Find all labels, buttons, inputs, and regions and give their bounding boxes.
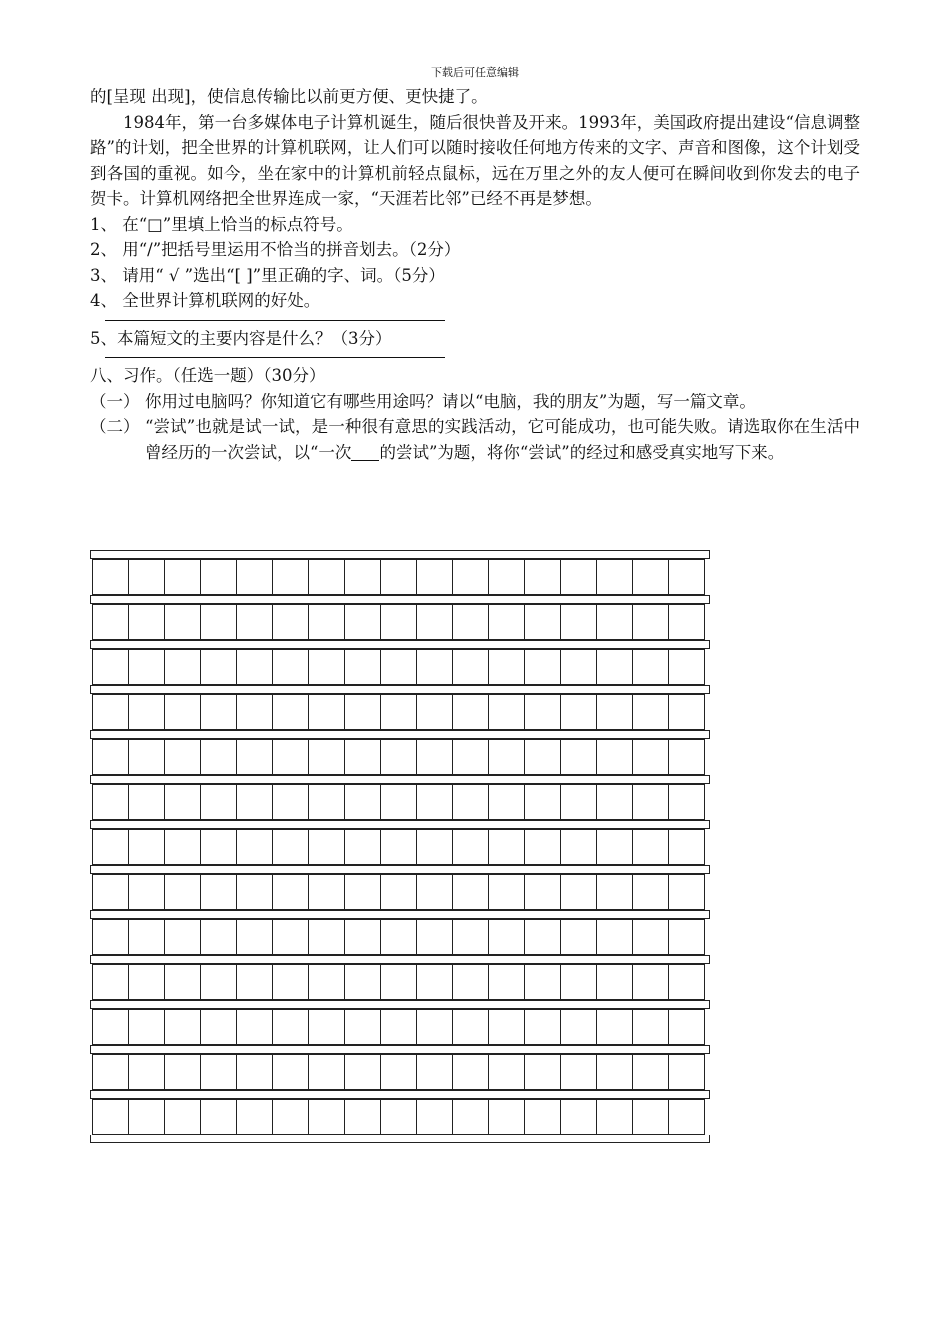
grid-cell[interactable] (164, 604, 201, 640)
grid-cell[interactable] (164, 694, 201, 730)
grid-cell[interactable] (308, 919, 345, 955)
grid-cell[interactable] (380, 694, 417, 730)
grid-cell[interactable] (632, 784, 669, 820)
grid-cell[interactable] (452, 964, 489, 1000)
grid-cell[interactable] (488, 1009, 525, 1045)
grid-cell[interactable] (668, 559, 705, 595)
grid-cell[interactable] (416, 649, 453, 685)
grid-cell[interactable] (380, 829, 417, 865)
grid-cell[interactable] (380, 964, 417, 1000)
grid-row-separator (90, 595, 710, 604)
grid-cell[interactable] (596, 829, 633, 865)
grid-cell[interactable] (380, 784, 417, 820)
passage-line-continued: 的[呈现 出现]，使信息传输比以前更方便、更快捷了。 (90, 87, 488, 106)
grid-cell[interactable] (344, 559, 381, 595)
grid-cell[interactable] (344, 694, 381, 730)
grid-cell[interactable] (668, 604, 705, 640)
grid-cell[interactable] (596, 649, 633, 685)
grid-cell[interactable] (272, 739, 309, 775)
grid-cell[interactable] (668, 919, 705, 955)
grid-cell[interactable] (380, 1054, 417, 1090)
grid-cell[interactable] (632, 1099, 669, 1135)
grid-cell[interactable] (128, 694, 165, 730)
grid-cell[interactable] (596, 874, 633, 910)
grid-cell[interactable] (308, 559, 345, 595)
grid-cell[interactable] (452, 784, 489, 820)
grid-cell[interactable] (164, 649, 201, 685)
grid-cell[interactable] (92, 559, 129, 595)
grid-cell[interactable] (560, 694, 597, 730)
grid-cell[interactable] (92, 919, 129, 955)
grid-row (90, 820, 710, 865)
grid-cell[interactable] (344, 784, 381, 820)
grid-row-separator (90, 820, 710, 829)
grid-cell[interactable] (236, 1099, 273, 1135)
grid-cell[interactable] (524, 874, 561, 910)
grid-cell[interactable] (344, 1009, 381, 1045)
grid-cell[interactable] (452, 829, 489, 865)
grid-cell[interactable] (164, 559, 201, 595)
grid-cell[interactable] (344, 604, 381, 640)
title-blank[interactable] (351, 443, 379, 461)
grid-cell[interactable] (92, 694, 129, 730)
grid-cell[interactable] (200, 1054, 237, 1090)
grid-cell[interactable] (200, 1009, 237, 1045)
grid-cell[interactable] (632, 874, 669, 910)
grid-cell[interactable] (236, 1054, 273, 1090)
option-2-text-a: “尝试”也就是试一试，是一种很有意思的实践活动，它可能成功，也可能失败。请选取你在生活中曾经历的一次尝试，以“一次 (145, 417, 860, 462)
grid-cell[interactable] (560, 1009, 597, 1045)
grid-cell[interactable] (524, 919, 561, 955)
grid-cell[interactable] (164, 1009, 201, 1045)
grid-cell[interactable] (416, 964, 453, 1000)
grid-cell[interactable] (488, 784, 525, 820)
grid-row (90, 865, 710, 910)
grid-cell[interactable] (200, 964, 237, 1000)
grid-cell[interactable] (380, 604, 417, 640)
grid-cell[interactable] (668, 739, 705, 775)
grid-cell[interactable] (560, 784, 597, 820)
grid-cell[interactable] (200, 1099, 237, 1135)
grid-cell[interactable] (92, 604, 129, 640)
grid-cell[interactable] (416, 739, 453, 775)
grid-cell[interactable] (236, 604, 273, 640)
grid-cell[interactable] (272, 919, 309, 955)
grid-cell[interactable] (236, 649, 273, 685)
grid-cell[interactable] (416, 874, 453, 910)
grid-cell[interactable] (524, 739, 561, 775)
grid-cell[interactable] (560, 1054, 597, 1090)
grid-cell[interactable] (596, 604, 633, 640)
grid-cell[interactable] (308, 829, 345, 865)
grid-cell[interactable] (308, 739, 345, 775)
grid-cell[interactable] (344, 964, 381, 1000)
grid-cell[interactable] (632, 919, 669, 955)
grid-cell[interactable] (488, 1054, 525, 1090)
grid-cell[interactable] (164, 784, 201, 820)
grid-cell[interactable] (524, 1054, 561, 1090)
grid-cell[interactable] (200, 649, 237, 685)
grid-cell[interactable] (416, 919, 453, 955)
grid-cell[interactable] (272, 1009, 309, 1045)
grid-cell[interactable] (92, 829, 129, 865)
grid-cell[interactable] (344, 1054, 381, 1090)
grid-cell[interactable] (596, 1009, 633, 1045)
grid-cell[interactable] (128, 739, 165, 775)
grid-row (90, 730, 710, 775)
grid-cell[interactable] (164, 964, 201, 1000)
grid-cell[interactable] (200, 559, 237, 595)
grid-row (90, 955, 710, 1000)
question-1: 1、 在“□”里填上恰当的标点符号。 (90, 214, 353, 234)
grid-cell[interactable] (128, 649, 165, 685)
grid-cell[interactable] (632, 559, 669, 595)
grid-cell[interactable] (236, 874, 273, 910)
question-5: 5、本篇短文的主要内容是什么？（3分） (90, 328, 392, 348)
question-3: 3、 请用“ √ ”选出“[ ]”里正确的字、词。（5分） (90, 265, 445, 285)
grid-cell[interactable] (524, 1009, 561, 1045)
grid-cell[interactable] (524, 649, 561, 685)
grid-cell[interactable] (632, 694, 669, 730)
grid-cell[interactable] (560, 919, 597, 955)
grid-cell[interactable] (560, 739, 597, 775)
grid-cell[interactable] (668, 694, 705, 730)
grid-row-separator (90, 685, 710, 694)
grid-cell[interactable] (200, 829, 237, 865)
grid-cell[interactable] (560, 559, 597, 595)
grid-cell[interactable] (488, 604, 525, 640)
grid-cell[interactable] (164, 1099, 201, 1135)
grid-cell[interactable] (308, 649, 345, 685)
grid-cell[interactable] (524, 1099, 561, 1135)
grid-row (90, 550, 710, 595)
grid-cell[interactable] (344, 649, 381, 685)
grid-row (90, 595, 710, 640)
grid-cell[interactable] (416, 694, 453, 730)
grid-cell[interactable] (128, 559, 165, 595)
grid-row-separator (90, 775, 710, 784)
grid-cell[interactable] (560, 874, 597, 910)
grid-cell[interactable] (560, 604, 597, 640)
grid-cell[interactable] (380, 1099, 417, 1135)
grid-cell[interactable] (308, 784, 345, 820)
grid-cell[interactable] (308, 874, 345, 910)
grid-cell[interactable] (344, 919, 381, 955)
grid-row (90, 1090, 710, 1135)
writing-grid (90, 550, 710, 1143)
grid-cell[interactable] (488, 829, 525, 865)
grid-cell[interactable] (344, 874, 381, 910)
grid-cell[interactable] (524, 784, 561, 820)
grid-cell[interactable] (200, 739, 237, 775)
grid-cell[interactable] (308, 1099, 345, 1135)
grid-row-separator (90, 865, 710, 874)
grid-row-separator (90, 1000, 710, 1009)
grid-cell[interactable] (272, 1099, 309, 1135)
grid-cell[interactable] (452, 1099, 489, 1135)
grid-cell[interactable] (632, 739, 669, 775)
grid-cell[interactable] (344, 1099, 381, 1135)
grid-cell[interactable] (92, 784, 129, 820)
grid-cell[interactable] (272, 649, 309, 685)
grid-cell[interactable] (668, 874, 705, 910)
grid-cell[interactable] (596, 1099, 633, 1135)
grid-cell[interactable] (452, 1009, 489, 1045)
grid-cell[interactable] (452, 604, 489, 640)
grid-cell[interactable] (236, 694, 273, 730)
grid-cell[interactable] (488, 694, 525, 730)
grid-cell[interactable] (632, 1009, 669, 1045)
grid-cell[interactable] (488, 919, 525, 955)
grid-cell[interactable] (92, 964, 129, 1000)
grid-cell[interactable] (596, 784, 633, 820)
grid-row (90, 1000, 710, 1045)
grid-cell[interactable] (92, 1099, 129, 1135)
grid-cell[interactable] (128, 964, 165, 1000)
grid-cell[interactable] (380, 649, 417, 685)
grid-cell[interactable] (128, 604, 165, 640)
grid-cell[interactable] (272, 559, 309, 595)
grid-cell[interactable] (344, 739, 381, 775)
grid-cell[interactable] (272, 874, 309, 910)
grid-row-separator (90, 1045, 710, 1054)
grid-row-separator (90, 1090, 710, 1099)
grid-cell[interactable] (560, 649, 597, 685)
grid-row-separator (90, 910, 710, 919)
grid-cell[interactable] (632, 649, 669, 685)
grid-cell[interactable] (164, 1054, 201, 1090)
grid-cell[interactable] (380, 739, 417, 775)
grid-cell[interactable] (380, 1009, 417, 1045)
grid-cell[interactable] (272, 784, 309, 820)
grid-row-separator (90, 550, 710, 559)
grid-cell[interactable] (308, 1054, 345, 1090)
grid-cell[interactable] (668, 1009, 705, 1045)
grid-cell[interactable] (596, 559, 633, 595)
grid-row (90, 685, 710, 730)
grid-cell[interactable] (668, 649, 705, 685)
grid-cell[interactable] (236, 739, 273, 775)
grid-row (90, 910, 710, 955)
grid-cell[interactable] (272, 964, 309, 1000)
writing-option-1 (90, 389, 860, 415)
grid-cell[interactable] (236, 919, 273, 955)
grid-cell[interactable] (524, 559, 561, 595)
grid-cell[interactable] (632, 1054, 669, 1090)
grid-cell[interactable] (668, 829, 705, 865)
grid-row (90, 640, 710, 685)
grid-cell[interactable] (668, 964, 705, 1000)
grid-cell[interactable] (308, 604, 345, 640)
grid-cell[interactable] (164, 829, 201, 865)
grid-cell[interactable] (524, 829, 561, 865)
grid-cell[interactable] (416, 604, 453, 640)
grid-cell[interactable] (452, 739, 489, 775)
grid-cell[interactable] (668, 1054, 705, 1090)
grid-cell[interactable] (596, 694, 633, 730)
grid-cell[interactable] (488, 874, 525, 910)
writing-option-2 (90, 414, 860, 465)
grid-row-separator (90, 640, 710, 649)
grid-cell[interactable] (632, 604, 669, 640)
grid-cell[interactable] (128, 1054, 165, 1090)
grid-cell[interactable] (416, 1009, 453, 1045)
grid-cell[interactable] (488, 649, 525, 685)
grid-cell[interactable] (452, 559, 489, 595)
grid-cell[interactable] (488, 1099, 525, 1135)
grid-cell[interactable] (452, 874, 489, 910)
grid-cell[interactable] (200, 784, 237, 820)
grid-cell[interactable] (560, 1099, 597, 1135)
grid-cell[interactable] (452, 649, 489, 685)
grid-cell[interactable] (92, 1054, 129, 1090)
grid-cell[interactable] (236, 784, 273, 820)
grid-cell[interactable] (128, 1009, 165, 1045)
grid-cell[interactable] (632, 964, 669, 1000)
grid-cell[interactable] (128, 1099, 165, 1135)
grid-row-separator (90, 730, 710, 739)
grid-cell[interactable] (452, 1054, 489, 1090)
grid-cell[interactable] (488, 739, 525, 775)
grid-cell[interactable] (92, 874, 129, 910)
grid-cell[interactable] (272, 694, 309, 730)
grid-cell[interactable] (380, 919, 417, 955)
grid-cell[interactable] (200, 604, 237, 640)
grid-cell[interactable] (524, 964, 561, 1000)
grid-cell[interactable] (668, 784, 705, 820)
grid-cell[interactable] (524, 604, 561, 640)
header-note: 下载后可任意编辑 (431, 66, 519, 79)
grid-cell[interactable] (596, 919, 633, 955)
grid-cell[interactable] (128, 829, 165, 865)
grid-cell[interactable] (308, 964, 345, 1000)
grid-cell[interactable] (272, 604, 309, 640)
grid-cell[interactable] (128, 919, 165, 955)
grid-cell[interactable] (668, 1099, 705, 1135)
grid-cell[interactable] (200, 874, 237, 910)
section-8-title: 八、习作。（任选一题）（30分） (90, 366, 326, 385)
grid-cell[interactable] (92, 649, 129, 685)
grid-row (90, 775, 710, 820)
grid-cell[interactable] (596, 964, 633, 1000)
exam-content (90, 84, 860, 465)
grid-cell[interactable] (164, 874, 201, 910)
grid-bottom-band (90, 1135, 710, 1143)
grid-cell[interactable] (380, 874, 417, 910)
option-2-label: （二） (90, 417, 140, 436)
question-2: 2、 用“/”把括号里运用不恰当的拼音划去。（2分） (90, 240, 461, 259)
grid-cell[interactable] (92, 1009, 129, 1045)
passage-paragraph: 1984年，第一台多媒体电子计算机诞生，随后很快普及开来。1993年，美国政府提出建设“信息调整路”的计划，把全世界的计算机联网，让人们可以随时接收任何地方传来的文字、声音和图像，这个计划受到各国的重视。如今，坐在家中的计算机前轻点鼠标，远在万里之外的友人便可在瞬间收到你发去的电子贺卡。计算机网络把全世界连成一家，“天涯若比邻”已经不再是梦想。 (90, 112, 860, 208)
grid-cell[interactable] (632, 829, 669, 865)
grid-row (90, 1045, 710, 1090)
grid-cell[interactable] (92, 739, 129, 775)
grid-cell[interactable] (164, 919, 201, 955)
option-1-label: （一） (90, 391, 140, 411)
grid-cell[interactable] (164, 739, 201, 775)
grid-cell[interactable] (488, 964, 525, 1000)
grid-cell[interactable] (308, 694, 345, 730)
grid-cell[interactable] (272, 1054, 309, 1090)
grid-cell[interactable] (236, 829, 273, 865)
grid-cell[interactable] (236, 964, 273, 1000)
grid-row-separator (90, 955, 710, 964)
grid-cell[interactable] (380, 559, 417, 595)
grid-cell[interactable] (236, 559, 273, 595)
grid-cell[interactable] (560, 829, 597, 865)
grid-cell[interactable] (200, 919, 237, 955)
grid-cell[interactable] (344, 829, 381, 865)
grid-cell[interactable] (524, 694, 561, 730)
grid-cell[interactable] (416, 784, 453, 820)
grid-cell[interactable] (236, 1009, 273, 1045)
grid-cell[interactable] (488, 559, 525, 595)
grid-cell[interactable] (416, 1099, 453, 1135)
grid-cell[interactable] (272, 829, 309, 865)
answer-line-5[interactable] (105, 357, 445, 358)
option-1-text: 你用过电脑吗？你知道它有哪些用途吗？请以“电脑，我的朋友”为题，写一篇文章。 (145, 391, 756, 411)
grid-cell[interactable] (596, 1054, 633, 1090)
grid-cell[interactable] (560, 964, 597, 1000)
grid-cell[interactable] (128, 784, 165, 820)
grid-cell[interactable] (416, 1054, 453, 1090)
grid-cell[interactable] (200, 694, 237, 730)
grid-cell[interactable] (596, 739, 633, 775)
grid-cell[interactable] (416, 559, 453, 595)
grid-cell[interactable] (308, 1009, 345, 1045)
option-2-text-b: 的尝试”为题，将你“尝试”的经过和感受真实地写下来。 (379, 442, 785, 462)
question-4: 4、 全世界计算机联网的好处。 (90, 291, 321, 310)
grid-cell[interactable] (452, 694, 489, 730)
grid-cell[interactable] (452, 919, 489, 955)
answer-line-4[interactable] (105, 320, 445, 321)
grid-cell[interactable] (128, 874, 165, 910)
grid-cell[interactable] (416, 829, 453, 865)
